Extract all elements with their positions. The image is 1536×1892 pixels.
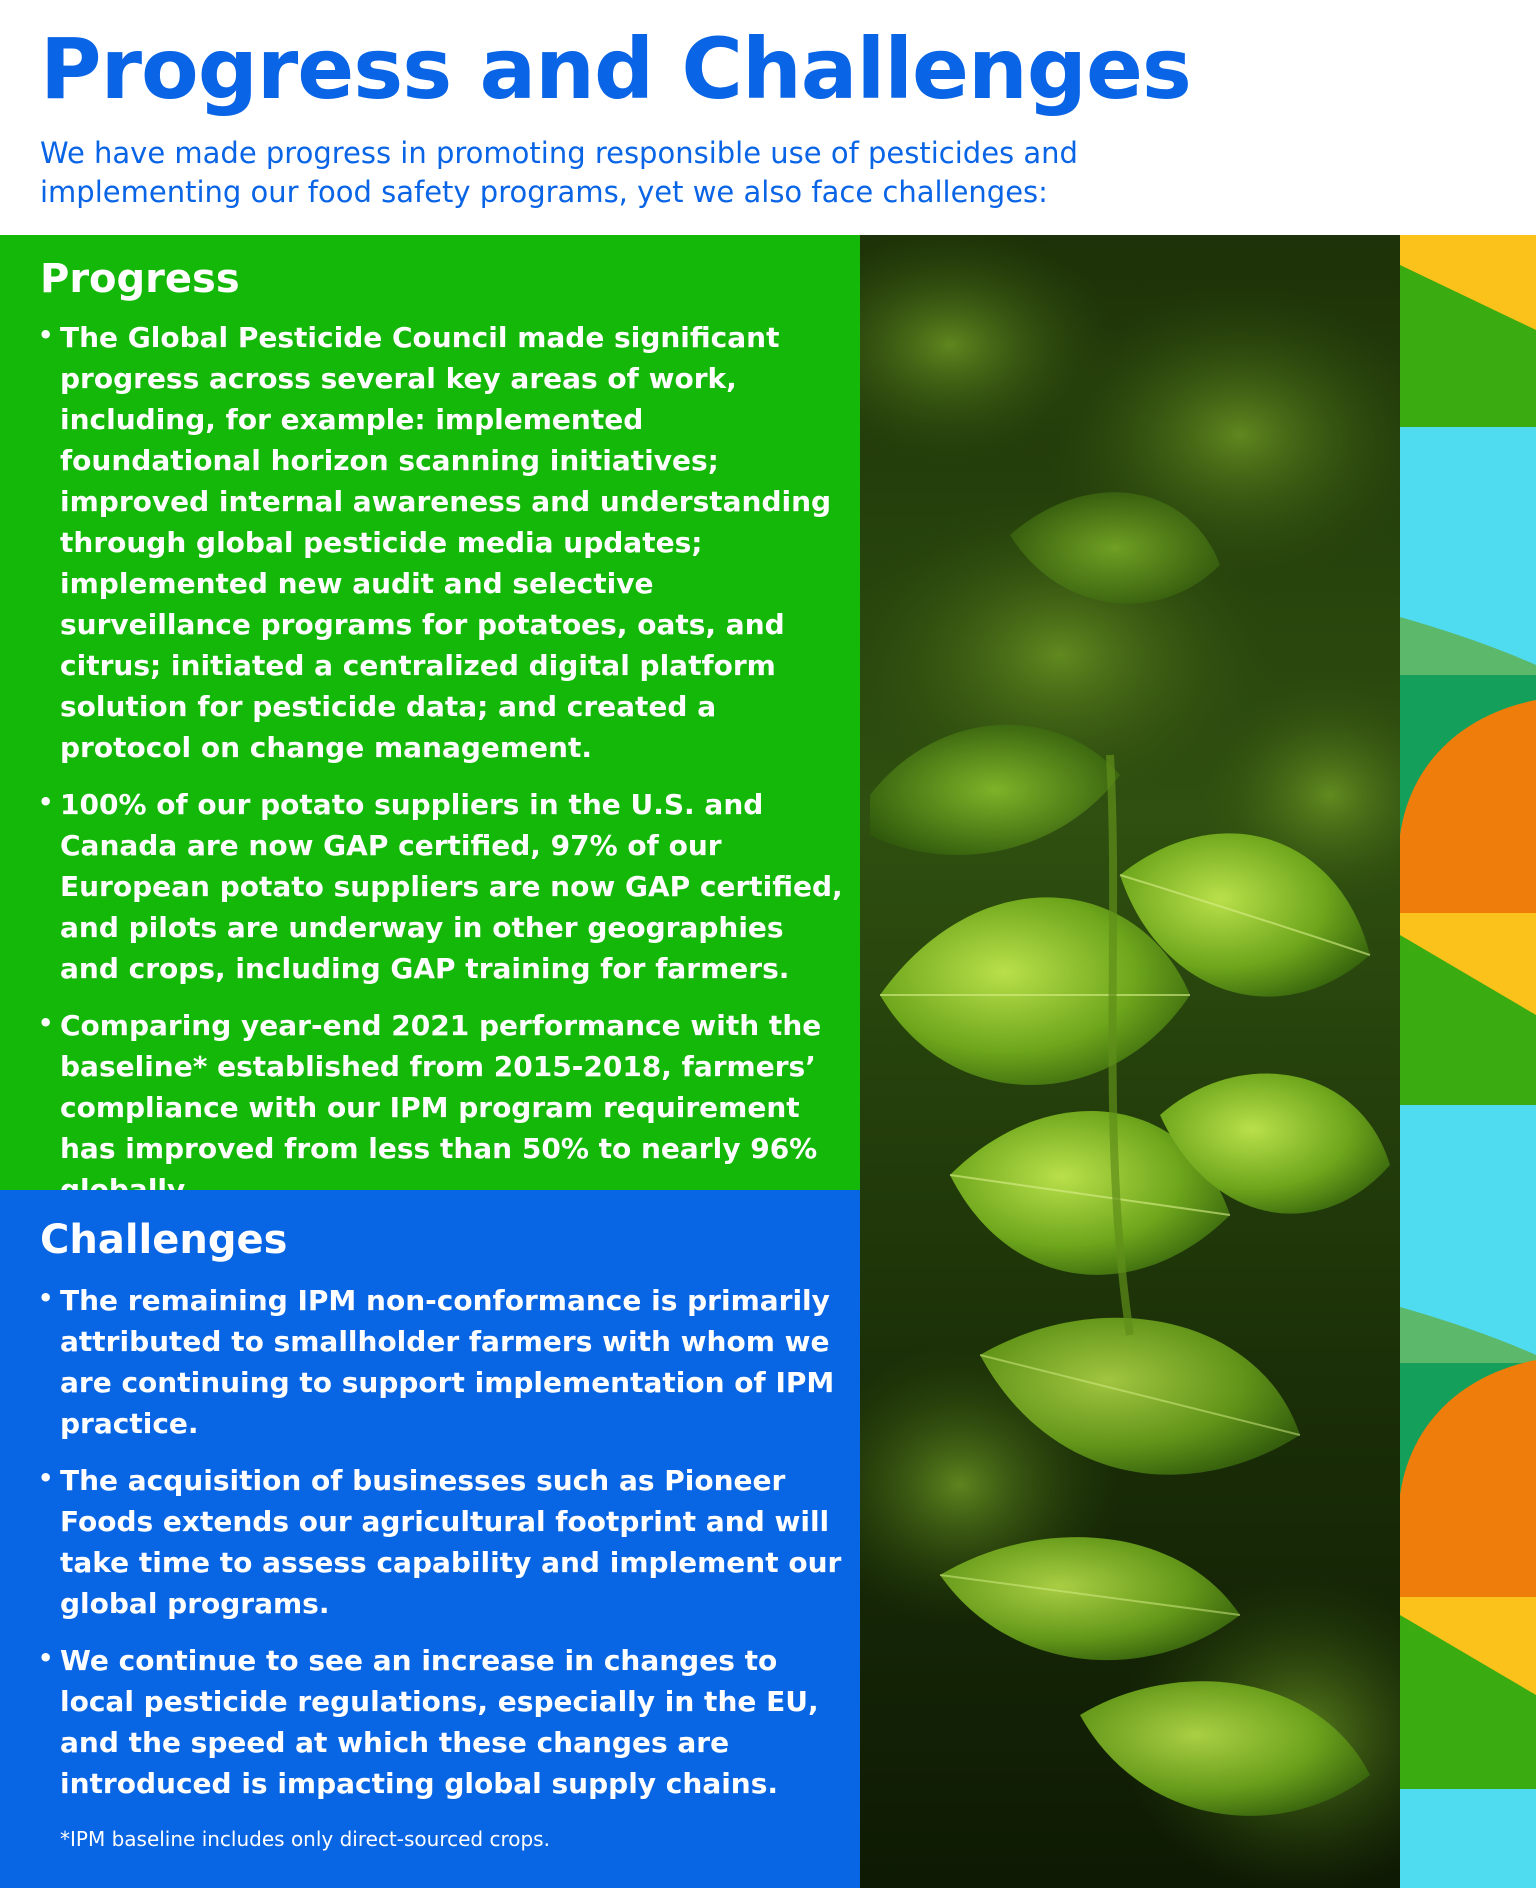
leaves-photo: [860, 235, 1400, 1888]
challenges-section: [0, 1190, 860, 1888]
challenges-item: • The remaining IPM non-conformance is primarily attributed to smallholder farmers with whom we are continuing to support implementation of IPM practice.: [38, 1280, 843, 1444]
progress-heading: Progress: [40, 256, 240, 302]
challenges-list: [38, 1280, 843, 1820]
challenges-item: • We continue to see an increase in changes to local pesticide regulations, especially in the EU, and the speed at which these changes are introduced is impacting global supply chains.: [38, 1640, 843, 1804]
progress-item: • Comparing year-end 2021 performance with the baseline* established from 2015-2018, farmers’ compliance with our IPM program requirement has improved from less than 50% to nearly 96%: [38, 1005, 843, 1210]
challenges-item: • The acquisition of businesses such as Pioneer Foods extends our agricultural footprint and will take time to assess capability and implement our global programs.: [38, 1460, 843, 1624]
progress-section: [0, 235, 860, 1190]
header: [0, 0, 1536, 235]
footnote: *IPM baseline includes only direct-sourced crops.: [60, 1827, 550, 1851]
progress-item: • 100% of our potato suppliers in the U.S. and Canada are now GAP certified, 97% of our European potato suppliers are now GAP certified, and pilots are underway in other geographies and crops, including GAP training for farmers.: [38, 784, 843, 989]
page-subtitle: We have made progress in promoting responsible use of pesticides and implementing our food safety programs, yet we also face challenges:: [40, 136, 1078, 209]
progress-item: • The Global Pesticide Council made significant progress across several key areas of work, including, for example: implemented foundational horizon scanning initiatives; improved internal awareness and understanding through global pesticide media updates; implemented new audit and selective surveillance programs for potatoes, oats, and citrus; initiated a centralized digital platform solution for pesticide data; and created a protocol on change management.: [38, 317, 843, 768]
challenges-heading: Challenges: [40, 1217, 288, 1263]
progress-list: [38, 317, 843, 1226]
decorative-pattern: [1400, 235, 1536, 1888]
page-title: Progress and Challenges: [40, 20, 1191, 118]
